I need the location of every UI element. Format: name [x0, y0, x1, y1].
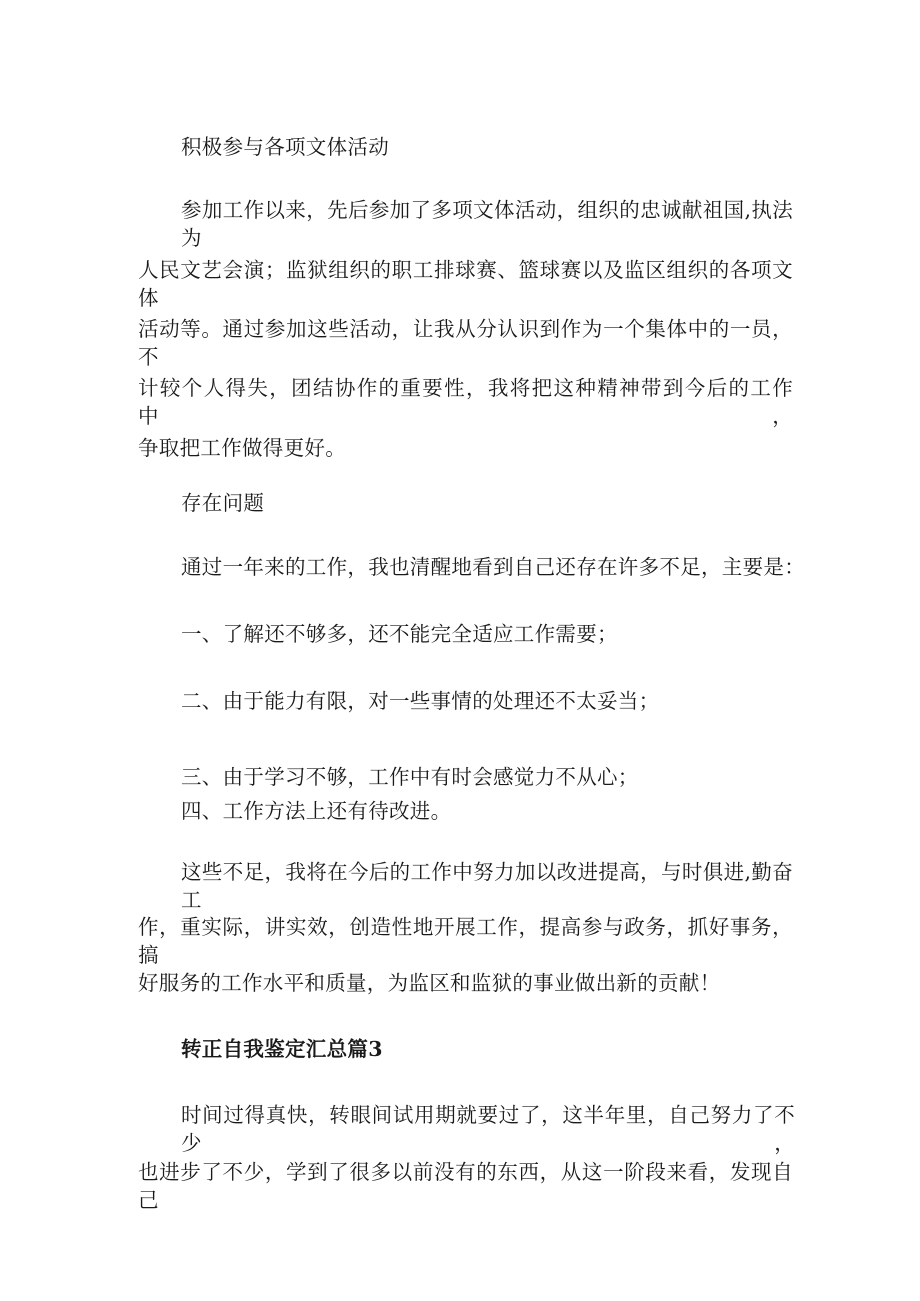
- paragraph-line: 时间过得真快，转眼间试用期就要过了，这半年里，自己努力了不少，: [181, 1103, 795, 1155]
- paragraph-line: 计较个人得失，团结协作的重要性，我将把这种精神带到今后的工作中，: [138, 376, 793, 428]
- section-heading-activities: 积极参与各项文体活动: [181, 135, 389, 159]
- problem-item: 四、工作方法上还有待改进。: [181, 799, 452, 823]
- problem-item: 三、由于学习不够，工作中有时会感觉力不从心；: [181, 765, 639, 789]
- section-heading-article3: 转正自我鉴定汇总篇3: [181, 1037, 383, 1061]
- paragraph-line: 作，重实际，讲实效，创造性地开展工作，提高参与政务，抓好事务，搞: [138, 915, 793, 967]
- paragraph-line: 这些不足，我将在今后的工作中努力加以改进提高，与时俱进,勤奋工: [181, 860, 793, 912]
- problem-item: 一、了解还不够多，还不能完全适应工作需要；: [181, 622, 618, 646]
- paragraph-line: 参加工作以来，先后参加了多项文体活动，组织的忠诚献祖国,执法为: [181, 198, 793, 250]
- problem-item: 二、由于能力有限，对一些事情的处理还不太妥当；: [181, 689, 660, 713]
- paragraph-line: 也进步了不少，学到了很多以前没有的东西，从这一阶段来看，发现自己: [138, 1160, 793, 1212]
- paragraph-line: 人民文艺会演；监狱组织的职工排球赛、篮球赛以及监区组织的各项文体: [138, 258, 793, 310]
- paragraph-line: 活动等。通过参加这些活动，让我从分认识到作为一个集体中的一员，不: [138, 317, 793, 369]
- paragraph-line: 好服务的工作水平和质量，为监区和监狱的事业做出新的贡献！: [138, 971, 721, 995]
- problems-intro: 通过一年来的工作，我也清醒地看到自己还存在许多不足，主要是：: [181, 555, 805, 579]
- paragraph-line: 争取把工作做得更好。: [138, 436, 346, 460]
- section-heading-problems: 存在问题: [181, 491, 265, 515]
